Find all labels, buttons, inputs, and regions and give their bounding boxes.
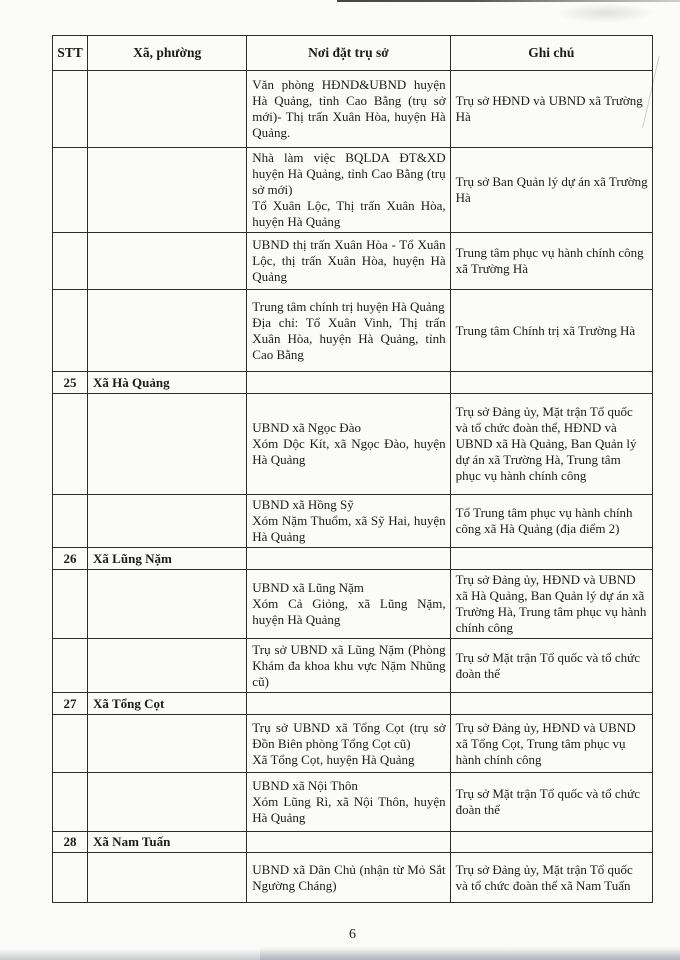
address-paragraph: UBND xã Lũng Nặm <box>252 580 364 595</box>
cell-stt <box>53 148 88 233</box>
cell-stt: 26 <box>53 548 88 570</box>
cell-ghi-chu: Tổ Trung tâm phục vụ hành chính công xã Hà Quảng (địa điểm 2) <box>450 495 652 548</box>
cell-stt <box>53 495 88 548</box>
cell-noi-dat-tru-so <box>247 290 450 372</box>
table-row <box>53 233 653 290</box>
header-noi-dat-tru-so: Nơi đặt trụ sở <box>247 36 450 71</box>
cell-noi-dat-tru-so <box>247 570 450 639</box>
cell-stt <box>53 853 88 903</box>
cell-noi-dat-tru-so <box>247 148 450 233</box>
cell-noi-dat-tru-so <box>247 71 450 148</box>
cell-stt <box>53 570 88 639</box>
cell-xa-phuong <box>88 570 247 639</box>
cell-xa-phuong <box>88 148 247 233</box>
page-number: 6 <box>349 927 356 942</box>
cell-xa-phuong <box>88 394 247 495</box>
cell-ghi-chu: Trụ sở Đảng ủy, Mặt trận Tổ quốc và tổ chức đoàn thể, HĐND và UBND xã Hà Quảng, Ban Quản lý dự án xã Trường Hà, Trung tâm phục vụ hành chính công <box>450 394 652 495</box>
cell-ghi-chu: Trung tâm phục vụ hành chính công xã Trường Hà <box>450 233 652 290</box>
address-paragraph: Xã Tổng Cọt, huyện Hà Quảng <box>252 751 415 767</box>
cell-stt: 27 <box>53 693 88 715</box>
table-row <box>53 290 653 372</box>
cell-ghi-chu <box>450 693 652 715</box>
cell-xa-phuong: Xã Hà Quảng <box>88 372 247 394</box>
address-paragraph: Tổ Xuân Lộc, Thị trấn Xuân Hòa, huyện Hà Quảng <box>252 198 446 229</box>
cell-noi-dat-tru-so <box>247 495 450 548</box>
cell-stt <box>53 715 88 773</box>
table-row <box>53 715 653 773</box>
header-stt: STT <box>53 36 88 71</box>
cell-xa-phuong <box>88 290 247 372</box>
address-paragraph: UBND xã Hồng Sỹ <box>252 497 354 512</box>
scan-artifact-smudge <box>555 3 655 23</box>
cell-stt <box>53 394 88 495</box>
cell-stt <box>53 773 88 832</box>
table-row <box>53 148 653 233</box>
cell-noi-dat-tru-so <box>247 233 450 290</box>
cell-ghi-chu: Trụ sở Đảng ủy, HĐND và UBND xã Tổng Cọt, Trung tâm phục vụ hành chính công <box>450 715 652 773</box>
cell-noi-dat-tru-so <box>247 394 450 495</box>
cell-xa-phuong <box>88 639 247 693</box>
table-row <box>53 394 653 495</box>
table-row <box>53 495 653 548</box>
header-xa-phuong: Xã, phường <box>88 36 247 71</box>
address-paragraph: Địa chỉ: Tổ Xuân Vinh, Thị trấn Xuân Hòa, huyện Hà Quảng, tỉnh Cao Bằng <box>252 314 446 362</box>
cell-ghi-chu: Trung tâm Chính trị xã Trường Hà <box>450 290 652 372</box>
cell-stt <box>53 639 88 693</box>
table-row <box>53 548 653 570</box>
cell-xa-phuong <box>88 715 247 773</box>
table-row <box>53 372 653 394</box>
cell-noi-dat-tru-so <box>247 853 450 903</box>
address-paragraph: Trung tâm chính trị huyện Hà Quảng <box>252 298 445 314</box>
table-row <box>53 639 653 693</box>
cell-noi-dat-tru-so <box>247 639 450 693</box>
address-paragraph: Xóm Lũng Rì, xã Nội Thôn, huyện Hà Quảng <box>252 794 446 825</box>
table-row <box>53 570 653 639</box>
table-row <box>53 832 653 853</box>
address-paragraph: Xóm Dộc Kít, xã Ngọc Đào, huyện Hà Quảng <box>252 436 446 467</box>
cell-ghi-chu <box>450 832 652 853</box>
cell-stt <box>53 290 88 372</box>
table-row <box>53 853 653 903</box>
cell-xa-phuong <box>88 773 247 832</box>
cell-xa-phuong <box>88 71 247 148</box>
scan-artifact-top-line <box>337 0 680 2</box>
cell-ghi-chu: Trụ sở Đảng ủy, Mặt trận Tổ quốc và tổ chức đoàn thể xã Nam Tuấn <box>450 853 652 903</box>
cell-ghi-chu <box>450 548 652 570</box>
cell-xa-phuong: Xã Nam Tuấn <box>88 832 247 853</box>
address-paragraph: Nhà làm việc BQLDA ĐT&XD huyện Hà Quảng, tỉnh Cao Bằng (trụ sở mới) <box>252 150 446 197</box>
address-paragraph: UBND thị trấn Xuân Hòa - Tổ Xuân Lộc, thị trấn Xuân Hòa, huyện Hà Quảng <box>252 237 446 284</box>
cell-noi-dat-tru-so <box>247 715 450 773</box>
header-ghi-chu: Ghi chú <box>450 36 652 71</box>
cell-noi-dat-tru-so <box>247 832 450 853</box>
table-body <box>53 71 653 903</box>
table-row <box>53 693 653 715</box>
table-row <box>53 773 653 832</box>
cell-stt <box>53 233 88 290</box>
cell-ghi-chu: Trụ sở Mặt trận Tổ quốc và tổ chức đoàn thể <box>450 639 652 693</box>
cell-ghi-chu: Trụ sở Đảng ủy, HĐND và UBND xã Hà Quảng, Ban Quản lý dự án xã Trường Hà, Trung tâm phục vụ hành chính công <box>450 570 652 639</box>
cell-xa-phuong <box>88 495 247 548</box>
cell-ghi-chu <box>450 372 652 394</box>
cell-xa-phuong: Xã Lũng Nặm <box>88 548 247 570</box>
cell-noi-dat-tru-so <box>247 548 450 570</box>
table-row <box>53 71 653 148</box>
scan-artifact-bottom-shadow-right <box>260 946 680 960</box>
cell-stt: 25 <box>53 372 88 394</box>
table-header <box>53 36 653 71</box>
cell-ghi-chu: Trụ sở Ban Quản lý dự án xã Trường Hà <box>450 148 652 233</box>
office-locations-table <box>52 35 653 903</box>
address-paragraph: UBND xã Nội Thôn <box>252 778 358 793</box>
cell-noi-dat-tru-so <box>247 693 450 715</box>
address-paragraph: Xóm Cả Giỏng, xã Lũng Nặm, huyện Hà Quảng <box>252 596 446 627</box>
address-paragraph: Văn phòng HĐND&UBND huyện Hà Quảng, tỉnh Cao Bằng (trụ sở mới)- Thị trấn Xuân Hòa, huyện Hà Quảng. <box>252 77 446 140</box>
cell-ghi-chu: Trụ sở Mặt trận Tổ quốc và tổ chức đoàn thể <box>450 773 652 832</box>
cell-noi-dat-tru-so <box>247 372 450 394</box>
address-paragraph: UBND xã Dân Chủ (nhận từ Mỏ Sắt Ngường Cháng) <box>252 861 446 893</box>
address-paragraph: UBND xã Ngọc Đào <box>252 420 361 435</box>
cell-xa-phuong <box>88 233 247 290</box>
address-paragraph: Trụ sở UBND xã Lũng Nặm (Phòng Khám đa khoa khu vực Nặm Nhũng cũ) <box>252 641 446 689</box>
cell-stt <box>53 71 88 148</box>
cell-noi-dat-tru-so <box>247 773 450 832</box>
cell-xa-phuong: Xã Tổng Cọt <box>88 693 247 715</box>
address-paragraph: Xóm Nặm Thuổm, xã Sỹ Hai, huyện Hà Quảng <box>252 513 446 544</box>
cell-stt: 28 <box>53 832 88 853</box>
office-locations-table-wrap <box>52 35 653 903</box>
cell-xa-phuong <box>88 853 247 903</box>
address-paragraph: Trụ sở UBND xã Tổng Cọt (trụ sở Đồn Biên phòng Tổng Cọt cũ) <box>252 719 446 751</box>
cell-ghi-chu: Trụ sở HĐND và UBND xã Trường Hà <box>450 71 652 148</box>
